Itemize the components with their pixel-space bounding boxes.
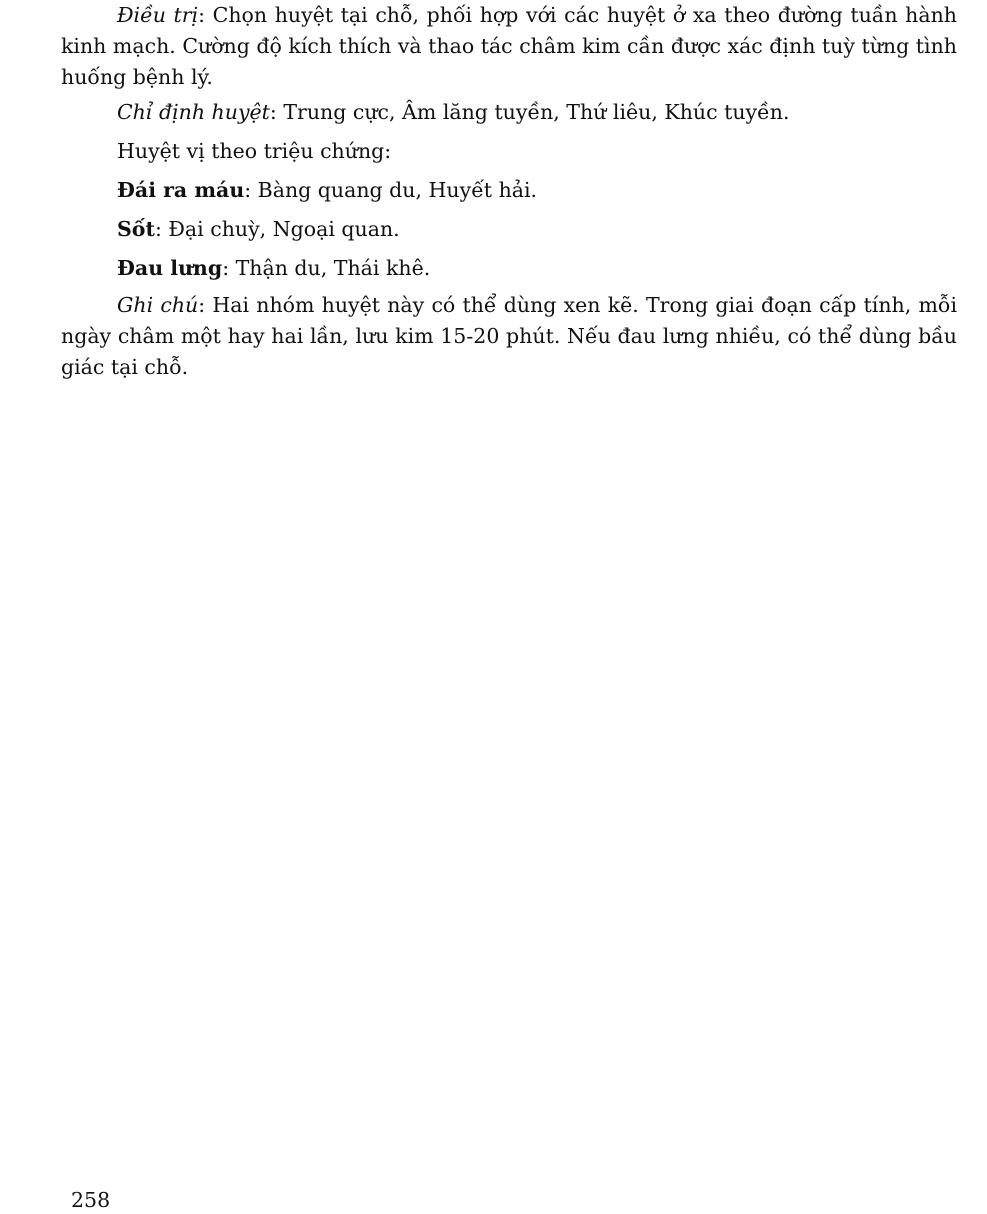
text-chi-dinh-huyet: : Trung cực, Âm lăng tuyền, Thứ liêu, Khúc tuyền. <box>269 100 790 124</box>
paragraph-dai-ra-mau <box>117 175 957 206</box>
paragraph-sot <box>117 214 957 245</box>
text-dai-ra-mau: : Bàng quang du, Huyết hải. <box>244 178 538 202</box>
paragraph-chi-dinh-huyet <box>117 97 957 128</box>
paragraph-ghi-chu <box>61 290 957 383</box>
text-dieu-tri: : Chọn huyệt tại chỗ, phối hợp với các huyệt ở xa theo đường tuần hành kinh mạch. Cường độ kích thích và thao tác châm kim cần được xác định tuỳ từng tình huống bệnh lý. <box>61 3 958 89</box>
text-ghi-chu: : Hai nhóm huyệt này có thể dùng xen kẽ. Trong giai đoạn cấp tính, mỗi ngày châm một hay hai lần, lưu kim 15-20 phút. Nếu đau lưng nhiều, có thể dùng bầu giác tại chỗ. <box>61 293 957 379</box>
label-dau-lung: Đau lưng <box>117 256 223 280</box>
label-dai-ra-mau: Đái ra máu <box>117 178 245 202</box>
label-ghi-chu: Ghi chú <box>117 293 199 317</box>
paragraph-huyet-vi: Huyệt vị theo triệu chứng: <box>117 139 392 163</box>
paragraph-dau-lung <box>117 253 957 284</box>
label-dieu-tri: Điều trị <box>117 3 199 27</box>
label-sot: Sốt <box>117 217 155 241</box>
label-chi-dinh-huyet: Chỉ định huyệt <box>117 100 270 124</box>
document-page <box>61 0 957 1211</box>
text-sot: : Đại chuỳ, Ngoại quan. <box>154 217 400 241</box>
paragraph-dieu-tri <box>61 0 957 93</box>
page-number: 258 <box>71 1188 111 1212</box>
text-dau-lung: : Thận du, Thái khê. <box>222 256 431 280</box>
